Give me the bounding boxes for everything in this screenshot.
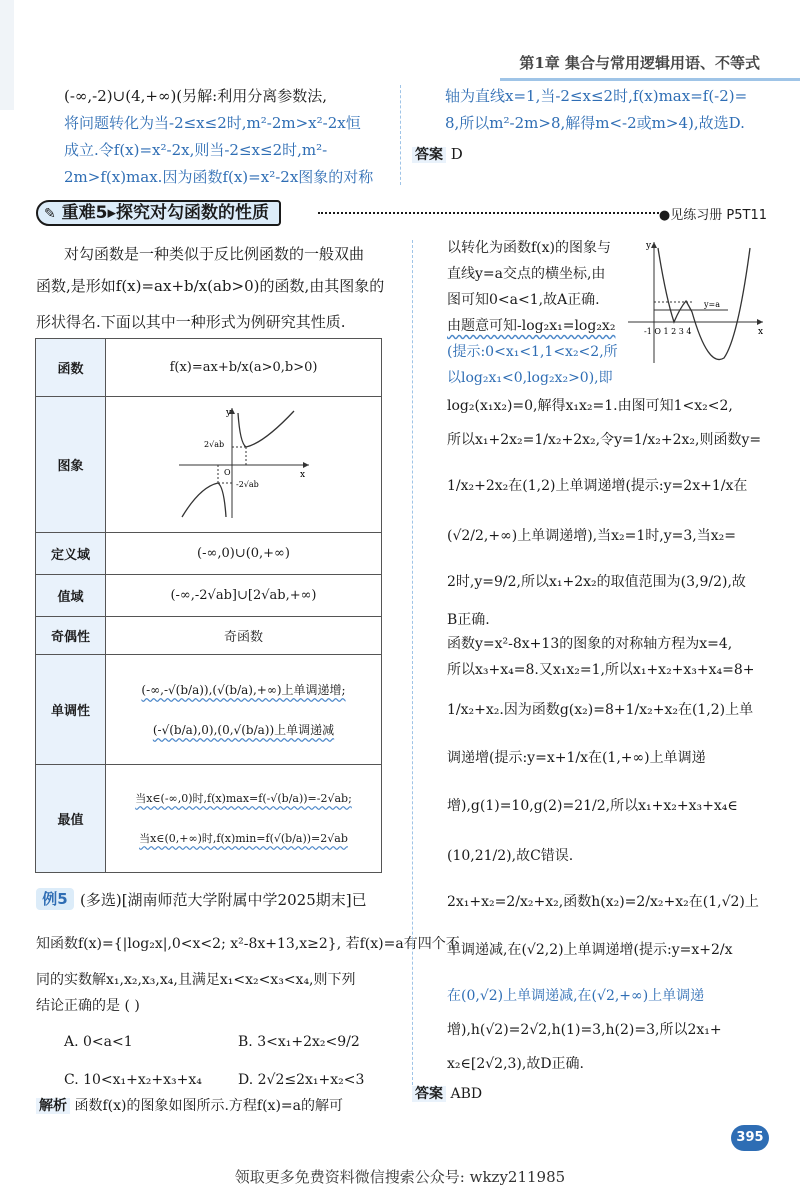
graph-cell bbox=[106, 397, 382, 533]
table-cell: 奇函数 bbox=[106, 617, 382, 655]
right-line-20: 在(0,√2)上单调递减,在(√2,+∞)上单调递 bbox=[447, 988, 705, 1004]
right-line-9: (√2/2,+∞)上单调递增),当x₂=1时,y=3,当x₂= bbox=[447, 528, 736, 544]
right-line-5: 以log₂x₁<0,log₂x₂>0),即 bbox=[447, 370, 613, 386]
section-title-text: 重难5▸探究对勾函数的性质 bbox=[61, 203, 270, 223]
table-row bbox=[36, 765, 382, 873]
table-cell: (-∞,0)∪(0,+∞) bbox=[106, 533, 382, 575]
right-line-2: 图可知0<a<1,故A正确. bbox=[447, 292, 600, 308]
example-line-0: (多选)[湖南师范大学附属中学2025期末]已 bbox=[80, 891, 367, 909]
right-graph-ticks: -1 O 1 2 3 4 bbox=[644, 327, 692, 336]
column-divider bbox=[412, 240, 413, 1100]
page-edge bbox=[0, 0, 14, 110]
analysis-line bbox=[36, 1096, 343, 1116]
right-line-12: 函数y=x²-8x+13的图象的对称轴方程为x=4, bbox=[447, 636, 733, 652]
table-head: 单调性 bbox=[36, 655, 106, 765]
option-c: C. 10<x₁+x₂+x₃+x₄ bbox=[64, 1072, 202, 1088]
intro-line-2: 形状得名.下面以其中一种形式为例研究其性质. bbox=[36, 313, 346, 331]
right-line-7: 所以x₁+2x₂=1/x₂+2x₂,令y=1/x₂+2x₂,则函数y= bbox=[447, 432, 762, 448]
footer-watermark: 领取更多免费资料微信搜索公众号: wkzy211985 bbox=[234, 1168, 566, 1186]
answer-tag: 答案 bbox=[412, 1086, 446, 1102]
example-line-3: 结论正确的是 ( ) bbox=[36, 998, 140, 1014]
right-graph-line-label: y=a bbox=[704, 300, 720, 309]
example-tag: 例5 bbox=[36, 888, 74, 910]
properties-table bbox=[35, 338, 382, 873]
page-number: 395 bbox=[731, 1125, 769, 1151]
graph-bottom-label: -2√ab bbox=[235, 479, 259, 489]
right-line-4: (提示:0<x₁<1,1<x₂<2,所 bbox=[447, 344, 618, 360]
table-cell: f(x)=ax+b/x(a>0,b>0) bbox=[106, 339, 382, 397]
option-d: D. 2√2≤2x₁+x₂<3 bbox=[238, 1072, 365, 1088]
top-right-line-1: 8,所以m²-2m>8,解得m<-2或m>4),故选D. bbox=[445, 114, 745, 132]
top-answer bbox=[412, 144, 463, 165]
right-line-3: 由题意可知-log₂x₁=log₂x₂ bbox=[447, 318, 616, 334]
right-line-19: 单调递减,在(√2,2)上单调递增(提示:y=x+2/x bbox=[447, 942, 733, 958]
intro-line-1: 函数,是形如f(x)=ax+b/x(ab>0)的函数,由其图象的 bbox=[36, 277, 385, 295]
table-head: 定义域 bbox=[36, 533, 106, 575]
right-line-8: 1/x₂+2x₂在(1,2)上单调递增(提示:y=2x+1/x在 bbox=[447, 478, 748, 494]
example-line-2: 同的实数解x₁,x₂,x₃,x₄,且满足x₁<x₂<x₃<x₄,则下列 bbox=[36, 972, 356, 988]
table-row bbox=[36, 575, 382, 617]
table-row bbox=[36, 397, 382, 533]
example-line-1: 知函数f(x)={|log₂x|,0<x<2; x²-8x+13,x≥2}, 若f(x)=a有四个不 bbox=[36, 936, 460, 952]
graph-origin-label: O bbox=[223, 467, 231, 477]
top-left-line-3: 2m>f(x)max.因为函数f(x)=x²-2x图象的对称 bbox=[64, 168, 374, 186]
table-head: 图象 bbox=[36, 397, 106, 533]
min-value-line: 当x∈(0,+∞)时,f(x)min=f(√(b/a))=2√ab bbox=[139, 831, 348, 845]
max-value-line: 当x∈(-∞,0)时,f(x)max=f(-√(b/a))=-2√ab; bbox=[135, 791, 352, 805]
table-cell: (-∞,-2√ab]∪[2√ab,+∞) bbox=[106, 575, 382, 617]
header-rule bbox=[500, 78, 800, 81]
right-line-16: 增),g(1)=10,g(2)=21/2,所以x₁+x₂+x₃+x₄∈ bbox=[447, 798, 738, 814]
table-row bbox=[36, 655, 382, 765]
answer-value: ABD bbox=[450, 1086, 483, 1102]
hook-function-graph bbox=[174, 403, 314, 523]
monotonic-decrease: (-√(b/a),0),(0,√(b/a))上单调递减 bbox=[152, 722, 335, 737]
monotonic-increase: (-∞,-√(b/a)),(√(b/a),+∞)上单调递增; bbox=[141, 682, 346, 697]
right-line-13: 所以x₃+x₄=8.又x₁x₂=1,所以x₁+x₂+x₃+x₄=8+ bbox=[447, 662, 755, 678]
graph-x-label: x bbox=[299, 469, 305, 480]
right-line-21: 增),h(√2)=2√2,h(1)=3,h(2)=3,所以2x₁+ bbox=[447, 1022, 722, 1038]
right-line-6: log₂(x₁x₂)=0,解得x₁x₂=1.由图可知1<x₂<2, bbox=[447, 398, 733, 414]
bottom-answer bbox=[412, 1084, 482, 1104]
section-title bbox=[36, 200, 281, 226]
piecewise-function-graph bbox=[628, 238, 768, 368]
right-line-17: (10,21/2),故C错误. bbox=[447, 848, 574, 864]
right-line-10: 2时,y=9/2,所以x₁+2x₂的取值范围为(3,9/2),故 bbox=[447, 574, 746, 590]
lamp-icon: ✎ bbox=[44, 206, 56, 222]
table-head: 奇偶性 bbox=[36, 617, 106, 655]
right-line-14: 1/x₂+x₂.因为函数g(x₂)=8+1/x₂+x₂在(1,2)上单 bbox=[447, 702, 754, 718]
answer-value: D bbox=[450, 145, 463, 163]
top-left-line-2: 成立.令f(x)=x²-2x,则当-2≤x≤2时,m²- bbox=[64, 141, 328, 159]
top-right-line-0: 轴为直线x=1,当-2≤x≤2时,f(x)max=f(-2)= bbox=[445, 87, 748, 105]
analysis-tag: 解析 bbox=[36, 1098, 70, 1114]
graph-y-label: y bbox=[225, 407, 231, 418]
right-line-18: 2x₁+x₂=2/x₂+x₂,函数h(x₂)=2/x₂+x₂在(1,√2)上 bbox=[447, 894, 759, 910]
right-line-15: 调递增(提示:y=x+1/x在(1,+∞)上单调递 bbox=[447, 750, 706, 766]
top-left-line-1: 将问题转化为当-2≤x≤2时,m²-2m>x²-2x恒 bbox=[64, 114, 361, 132]
section-reference: ●见练习册 P5T11 bbox=[658, 208, 767, 223]
right-line-22: x₂∈[2√2,3),故D正确. bbox=[447, 1056, 585, 1072]
right-graph-y: y bbox=[646, 241, 652, 251]
option-b: B. 3<x₁+2x₂<9/2 bbox=[238, 1034, 360, 1050]
table-head: 最值 bbox=[36, 765, 106, 873]
analysis-text: 函数f(x)的图象如图所示.方程f(x)=a的解可 bbox=[74, 1098, 343, 1114]
right-line-1: 直线y=a交点的横坐标,由 bbox=[447, 266, 606, 282]
answer-tag: 答案 bbox=[412, 147, 446, 163]
table-head: 函数 bbox=[36, 339, 106, 397]
right-line-11: B正确. bbox=[447, 612, 490, 628]
table-cell bbox=[106, 655, 382, 765]
table-cell bbox=[106, 765, 382, 873]
graph-top-label: 2√ab bbox=[203, 439, 224, 449]
right-line-0: 以转化为函数f(x)的图象与 bbox=[447, 240, 612, 256]
intro-line-0: 对勾函数是一种类似于反比例函数的一般双曲 bbox=[64, 245, 365, 263]
column-divider-top bbox=[400, 85, 401, 185]
section-dotted-rule bbox=[318, 212, 663, 214]
option-a: A. 0<a<1 bbox=[64, 1034, 133, 1050]
table-row bbox=[36, 339, 382, 397]
right-graph-x: x bbox=[758, 327, 764, 337]
top-left-line-0: (-∞,-2)∪(4,+∞)(另解:利用分离参数法, bbox=[64, 87, 327, 105]
table-row bbox=[36, 617, 382, 655]
table-head: 值域 bbox=[36, 575, 106, 617]
chapter-header: 第1章 集合与常用逻辑用语、不等式 bbox=[519, 54, 760, 72]
table-row bbox=[36, 533, 382, 575]
